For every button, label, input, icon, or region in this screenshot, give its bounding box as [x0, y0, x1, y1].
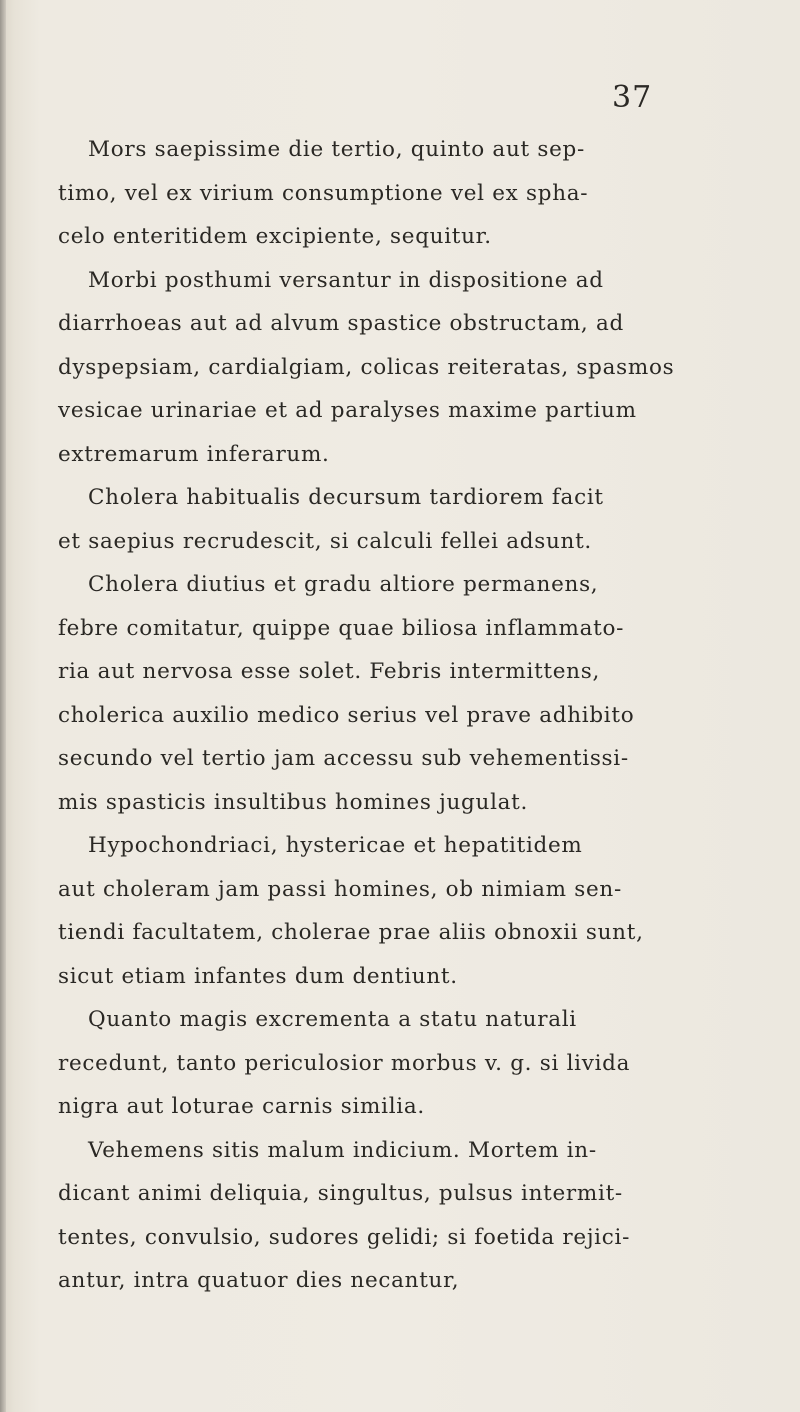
text-line: timo, vel ex virium consumptione vel ex spha- [58, 180, 589, 206]
text-line: mis spasticis insultibus homines jugulat. [58, 789, 529, 815]
body-text [58, 128, 675, 1303]
text-line: dyspepsiam, cardialgiam, colicas reiteratas, spasmos [58, 354, 675, 380]
text-line: Quanto magis excrementa a statu naturali [88, 1007, 577, 1032]
text-line: vesicae urinariae et ad paralyses maxime partium [58, 398, 637, 423]
text-line: dicant animi deliquia, singultus, pulsus intermit- [58, 1181, 623, 1206]
page-gutter [0, 0, 6, 1412]
text-line: tentes, convulsio, sudores gelidi; si foetida rejici- [58, 1224, 631, 1250]
text-line: Morbi posthumi versantur in dispositione ad [88, 267, 604, 293]
text-line: ria aut nervosa esse solet. Febris intermittens, [58, 659, 600, 684]
text-line: celo enteritidem excipiente, sequitur. [58, 224, 492, 249]
text-line: Mors saepissime die tertio, quinto aut sep- [88, 137, 585, 162]
text-line: cholerica auxilio medico serius vel prave adhibito [58, 702, 635, 728]
text-line: antur, intra quatuor dies necantur, [58, 1268, 460, 1293]
text-line: Hypochondriaci, hystericae et hepatitidem [88, 833, 583, 858]
text-line: sicut etiam infantes dum dentiunt. [58, 963, 458, 989]
text-line: Cholera habitualis decursum tardiorem facit [88, 485, 604, 510]
text-line: febre comitatur, quippe quae biliosa inflammato- [58, 615, 625, 641]
text-line: nigra aut loturae carnis similia. [58, 1094, 425, 1119]
text-line: aut choleram jam passi homines, ob nimiam sen- [58, 876, 622, 902]
text-line: recedunt, tanto periculosior morbus v. g. si livida [58, 1050, 631, 1076]
text-line: extremarum inferarum. [58, 441, 330, 467]
text-line: Vehemens sitis malum indicium. Mortem in- [88, 1137, 597, 1163]
text-line: tiendi facultatem, cholerae prae aliis obnoxii sunt, [58, 920, 644, 945]
text-line: diarrhoeas aut ad alvum spastice obstructam, ad [58, 311, 624, 336]
text-line: secundo vel tertio jam accessu sub vehementissi- [58, 746, 629, 771]
page-number: 37 [612, 80, 653, 115]
text-line: et saepius recrudescit, si calculi fellei adsunt. [58, 528, 592, 554]
text-line: Cholera diutius et gradu altiore permanens, [88, 572, 599, 597]
